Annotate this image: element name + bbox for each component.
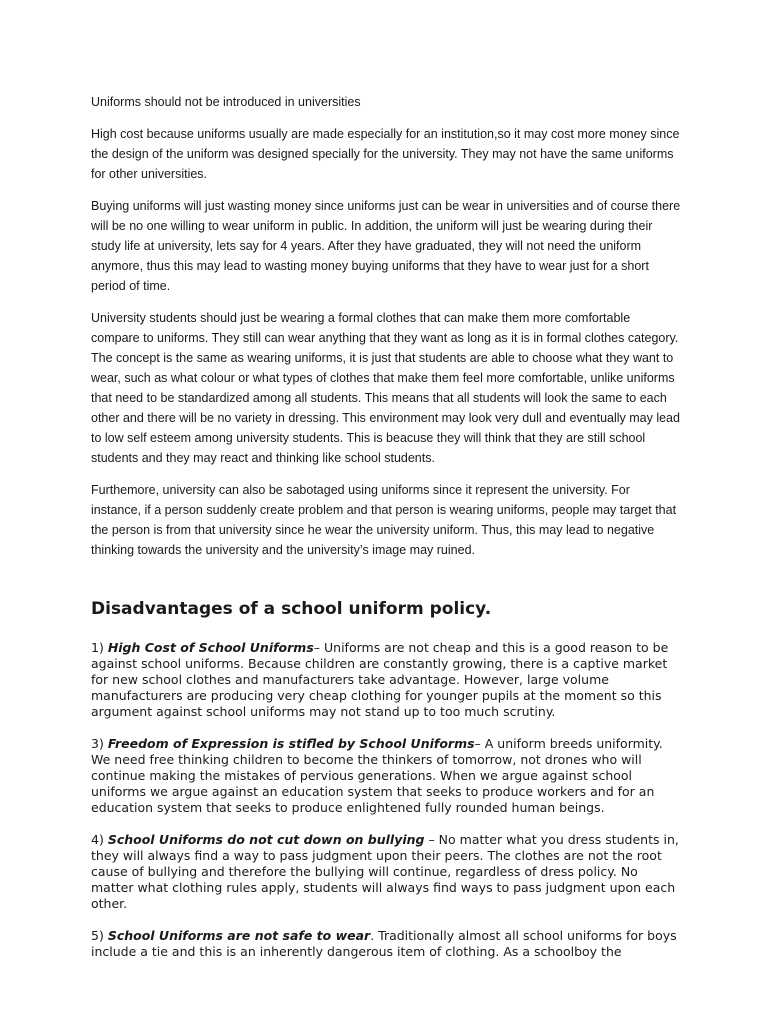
list-item [91, 736, 681, 816]
item-title: Freedom of Expression is stifled by School Uniforms [107, 736, 475, 751]
list-item [91, 832, 681, 912]
item-number: 4) [91, 832, 108, 847]
essay-paragraph: High cost because uniforms usually are made especially for an institution,so it may cost more money since the design of the uniform was designed specially for the university. They may not have the same uniforms for other universities. [91, 127, 680, 181]
essay-section [91, 92, 681, 572]
essay-paragraph: Buying uniforms will just wasting money since uniforms just can be wear in universities and of course there will be no one willing to wear uniform in public. In addition, the uniform will just be wearing during their study life at university, lets say for 4 years. After they have graduated, they will not need the uniform anymore, thus this may lead to wasting money buying uniforms that they have to wear just for a short period of time. [91, 199, 681, 293]
disadvantages-list [91, 640, 681, 976]
essay-title: Uniforms should not be introduced in universities [91, 95, 361, 109]
item-text: – Uniforms are not cheap and this is a good reason to be against school uniforms. Because children are constantly growing, there is a captive market for new school clothes and manufacturers take advantage. However, large volume manufacturers are producing very cheap clothing for younger pupils at the moment so this argument against school uniforms may not stand up to too much scrutiny. [91, 640, 669, 719]
essay-paragraph: Furthemore, university can also be sabotaged using uniforms since it represent the university. For instance, if a person suddenly create problem and that person is wearing uniforms, people may target that the person is from that university since he wear the university uniform. Thus, this may lead to negative thinking towards the university and the university’s image may ruined. [91, 483, 677, 557]
item-text: – A uniform breeds uniformity. We need free thinking children to become the thinkers of tomorrow, not drones who will continue making the mistakes of pervious generations. When we argue against school uniforms we argue against an education system that seeks to produce workers and for an education system that seeks to produce enlightened fully rounded human beings. [91, 736, 663, 815]
item-text: . Traditionally almost all school uniforms for boys include a tie and this is an inherently dangerous item of clothing. As a schoolboy the [91, 928, 677, 959]
item-number: 5) [91, 928, 108, 943]
list-item [91, 928, 681, 960]
section-heading: Disadvantages of a school uniform policy. [91, 599, 492, 619]
list-item [91, 640, 681, 720]
item-title: School Uniforms do not cut down on bullying [107, 832, 425, 847]
essay-paragraph: University students should just be wearing a formal clothes that can make them more comfortable compare to uniforms. They still can wear anything that they want as long as it is in formal clothes category. The concept is the same as wearing uniforms, it is just that students are able to choose what they want to wear, such as what colour or what types of clothes that make them feel more comfortable, unlike uniforms that need to be standardized among all students. This means that all students will look the same to each other and there will be no variety in dressing. This environment may look very dull and eventually may lead to low self esteem among university students. This is beacuse they will think that they are still school students and they may react and thinking like school students. [91, 311, 680, 465]
item-title: High Cost of School Uniforms [107, 640, 314, 655]
item-text: – No matter what you dress students in, they will always find a way to pass judgment upon their peers. The clothes are not the root cause of bullying and therefore the bullying will continue, regardless of dress policy. No matter what clothing rules apply, students will always find ways to pass judgment upon each other. [91, 832, 679, 911]
item-number: 1) [91, 640, 108, 655]
item-title: School Uniforms are not safe to wear [107, 928, 371, 943]
item-number: 3) [91, 736, 108, 751]
